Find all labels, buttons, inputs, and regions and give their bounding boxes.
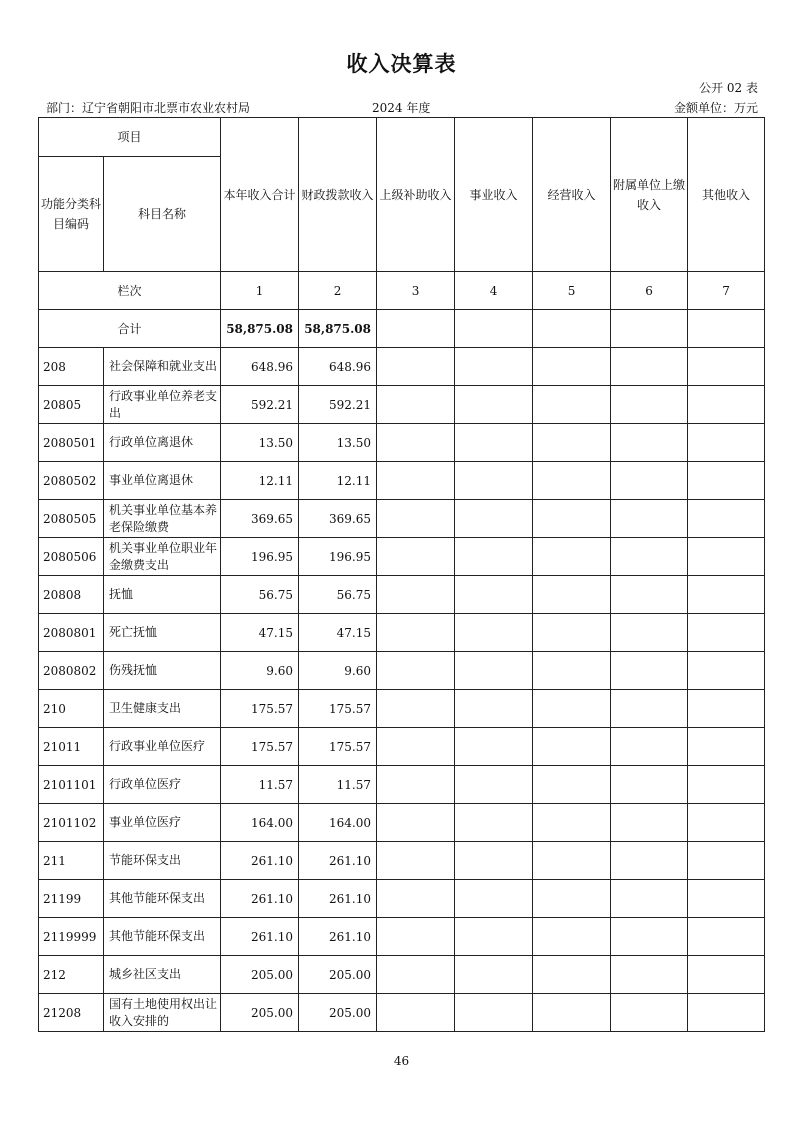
income-table (38, 117, 765, 1032)
form-number: 公开 02 表 (699, 81, 758, 95)
fiscal-income: 11.57 (299, 766, 377, 804)
table-row (39, 538, 765, 576)
table-row (39, 994, 765, 1032)
subject-name: 机关事业单位基本养老保险缴费 (104, 500, 221, 538)
empty-cell (688, 348, 765, 386)
empty-cell (688, 690, 765, 728)
empty-cell (533, 766, 611, 804)
empty-cell (455, 614, 533, 652)
empty-cell (377, 804, 455, 842)
header-func-code: 功能分类科目编码 (39, 157, 104, 272)
subject-code: 2119999 (39, 918, 104, 956)
total-income: 196.95 (221, 538, 299, 576)
empty-cell (455, 880, 533, 918)
header-col-1: 本年收入合计 (221, 118, 299, 272)
empty-cell (455, 994, 533, 1032)
table-row (39, 348, 765, 386)
empty-cell (377, 614, 455, 652)
subject-code: 208 (39, 348, 104, 386)
empty-cell (377, 956, 455, 994)
subject-code: 210 (39, 690, 104, 728)
empty-cell (611, 576, 688, 614)
empty-cell (455, 462, 533, 500)
subject-name: 抚恤 (104, 576, 221, 614)
table-row (39, 500, 765, 538)
empty-cell (611, 918, 688, 956)
empty-cell (611, 804, 688, 842)
total-income: 164.00 (221, 804, 299, 842)
empty-cell (455, 918, 533, 956)
table-row (39, 462, 765, 500)
empty-cell (533, 538, 611, 576)
total-income: 12.11 (221, 462, 299, 500)
fiscal-income: 12.11 (299, 462, 377, 500)
subject-code: 2080501 (39, 424, 104, 462)
empty-cell (455, 956, 533, 994)
empty-cell (611, 424, 688, 462)
total-income: 205.00 (221, 956, 299, 994)
header-col-2: 财政拨款收入 (299, 118, 377, 272)
empty-cell (688, 804, 765, 842)
empty-cell (455, 842, 533, 880)
empty-cell (455, 652, 533, 690)
total-income: 261.10 (221, 880, 299, 918)
year-label: 2024 年度 (372, 101, 431, 115)
empty-cell (688, 462, 765, 500)
column-no: 1 (221, 272, 299, 310)
subject-name: 事业单位医疗 (104, 804, 221, 842)
fiscal-income: 9.60 (299, 652, 377, 690)
empty-cell (533, 956, 611, 994)
empty-cell (688, 500, 765, 538)
empty-cell (455, 500, 533, 538)
header-col-4: 事业收入 (455, 118, 533, 272)
fiscal-income: 164.00 (299, 804, 377, 842)
empty-cell (611, 538, 688, 576)
empty-cell (455, 386, 533, 424)
column-no: 7 (688, 272, 765, 310)
subject-name: 死亡抚恤 (104, 614, 221, 652)
fiscal-income: 648.96 (299, 348, 377, 386)
table-row (39, 386, 765, 424)
empty-cell (688, 614, 765, 652)
empty-cell (455, 576, 533, 614)
column-no-label: 栏次 (39, 272, 221, 310)
total-income: 13.50 (221, 424, 299, 462)
empty-cell (688, 424, 765, 462)
empty-cell (533, 804, 611, 842)
table-row (39, 918, 765, 956)
empty-cell (377, 348, 455, 386)
empty-cell (611, 652, 688, 690)
total-income: 9.60 (221, 652, 299, 690)
fiscal-income: 175.57 (299, 728, 377, 766)
table-row (39, 766, 765, 804)
subject-code: 2080802 (39, 652, 104, 690)
empty-cell (533, 880, 611, 918)
empty-cell (377, 538, 455, 576)
total-income: 261.10 (221, 918, 299, 956)
total-income: 47.15 (221, 614, 299, 652)
empty-cell (455, 348, 533, 386)
empty-cell (688, 918, 765, 956)
empty-cell (533, 500, 611, 538)
empty-cell (611, 348, 688, 386)
empty-cell (688, 956, 765, 994)
unit-label: 金额单位：万元 (673, 101, 758, 115)
subject-code: 2080801 (39, 614, 104, 652)
subject-code: 2101101 (39, 766, 104, 804)
fiscal-income: 205.00 (299, 956, 377, 994)
empty-cell (611, 614, 688, 652)
total-income: 175.57 (221, 728, 299, 766)
subject-name: 其他节能环保支出 (104, 880, 221, 918)
empty-cell (377, 500, 455, 538)
subject-code: 2080502 (39, 462, 104, 500)
header-col-7: 其他收入 (688, 118, 765, 272)
table-row (39, 424, 765, 462)
fiscal-income: 369.65 (299, 500, 377, 538)
table-row (39, 728, 765, 766)
empty-cell (377, 424, 455, 462)
subject-name: 城乡社区支出 (104, 956, 221, 994)
empty-cell (688, 386, 765, 424)
subject-code: 21208 (39, 994, 104, 1032)
empty-cell (688, 842, 765, 880)
subject-code: 2080505 (39, 500, 104, 538)
total-row (39, 310, 765, 348)
page-number: 46 (393, 1054, 410, 1068)
total-income: 592.21 (221, 386, 299, 424)
table-row (39, 690, 765, 728)
empty-cell (533, 652, 611, 690)
header-col-6: 附属单位上缴收入 (611, 118, 688, 272)
empty-cell (533, 994, 611, 1032)
subject-code: 20808 (39, 576, 104, 614)
subject-name: 机关事业单位职业年金缴费支出 (104, 538, 221, 576)
empty-cell (455, 728, 533, 766)
empty-cell (611, 386, 688, 424)
empty-cell (611, 766, 688, 804)
fiscal-income: 592.21 (299, 386, 377, 424)
subject-name: 行政事业单位养老支出 (104, 386, 221, 424)
subject-name: 事业单位离退休 (104, 462, 221, 500)
empty-cell (377, 576, 455, 614)
empty-cell (611, 690, 688, 728)
empty-cell (688, 538, 765, 576)
empty-cell (377, 880, 455, 918)
total-label: 合计 (39, 310, 221, 348)
empty-cell (611, 842, 688, 880)
total-income: 261.10 (221, 842, 299, 880)
total-fiscal: 58,875.08 (299, 310, 377, 348)
empty-cell (377, 462, 455, 500)
header-subject-name: 科目名称 (104, 157, 221, 272)
fiscal-income: 56.75 (299, 576, 377, 614)
fiscal-income: 13.50 (299, 424, 377, 462)
total-income: 175.57 (221, 690, 299, 728)
subject-name: 节能环保支出 (104, 842, 221, 880)
subject-name: 行政单位医疗 (104, 766, 221, 804)
subject-name: 其他节能环保支出 (104, 918, 221, 956)
subject-name: 卫生健康支出 (104, 690, 221, 728)
total-income: 11.57 (221, 766, 299, 804)
subject-code: 21199 (39, 880, 104, 918)
empty-cell (455, 424, 533, 462)
table-row (39, 652, 765, 690)
fiscal-income: 261.10 (299, 842, 377, 880)
empty-cell (611, 994, 688, 1032)
empty-cell (377, 652, 455, 690)
subject-name: 行政单位离退休 (104, 424, 221, 462)
subject-name: 社会保障和就业支出 (104, 348, 221, 386)
header-col-5: 经营收入 (533, 118, 611, 272)
total-income: 205.00 (221, 994, 299, 1032)
fiscal-income: 175.57 (299, 690, 377, 728)
empty-cell (611, 500, 688, 538)
empty-cell (533, 424, 611, 462)
table-row (39, 576, 765, 614)
empty-cell (688, 576, 765, 614)
fiscal-income: 47.15 (299, 614, 377, 652)
subject-code: 212 (39, 956, 104, 994)
table-row (39, 842, 765, 880)
empty-cell (377, 386, 455, 424)
column-no: 5 (533, 272, 611, 310)
empty-cell (611, 956, 688, 994)
page-title: 收入决算表 (346, 52, 457, 76)
empty-cell (688, 766, 765, 804)
empty-cell (377, 766, 455, 804)
empty-cell (533, 386, 611, 424)
table-row (39, 804, 765, 842)
total-income: 56.75 (221, 576, 299, 614)
header-col-3: 上级补助收入 (377, 118, 455, 272)
subject-code: 2080506 (39, 538, 104, 576)
column-no: 2 (299, 272, 377, 310)
table-row (39, 614, 765, 652)
empty-cell (533, 576, 611, 614)
subject-code: 2101102 (39, 804, 104, 842)
fiscal-income: 205.00 (299, 994, 377, 1032)
table-row (39, 880, 765, 918)
empty-cell (377, 690, 455, 728)
empty-cell (377, 842, 455, 880)
empty-cell (688, 728, 765, 766)
column-no: 4 (455, 272, 533, 310)
empty-cell (611, 728, 688, 766)
department-label: 部门：辽宁省朝阳市北票市农业农村局 (46, 101, 251, 115)
table-row (39, 956, 765, 994)
column-no: 3 (377, 272, 455, 310)
total-income: 648.96 (221, 348, 299, 386)
subject-code: 20805 (39, 386, 104, 424)
empty-cell (533, 690, 611, 728)
empty-cell (533, 728, 611, 766)
empty-cell (688, 994, 765, 1032)
empty-cell (533, 348, 611, 386)
empty-cell (455, 804, 533, 842)
empty-cell (455, 538, 533, 576)
empty-cell (611, 462, 688, 500)
total-income: 369.65 (221, 500, 299, 538)
empty-cell (533, 462, 611, 500)
empty-cell (688, 880, 765, 918)
subject-name: 行政事业单位医疗 (104, 728, 221, 766)
empty-cell (533, 918, 611, 956)
header-item: 项目 (39, 118, 221, 157)
empty-cell (377, 918, 455, 956)
subject-code: 211 (39, 842, 104, 880)
empty-cell (533, 842, 611, 880)
empty-cell (377, 728, 455, 766)
empty-cell (377, 994, 455, 1032)
subject-code: 21011 (39, 728, 104, 766)
column-no: 6 (611, 272, 688, 310)
empty-cell (688, 652, 765, 690)
total-amount: 58,875.08 (221, 310, 299, 348)
subject-name: 国有土地使用权出让收入安排的 (104, 994, 221, 1032)
fiscal-income: 261.10 (299, 918, 377, 956)
empty-cell (455, 766, 533, 804)
fiscal-income: 196.95 (299, 538, 377, 576)
subject-name: 伤残抚恤 (104, 652, 221, 690)
empty-cell (533, 614, 611, 652)
empty-cell (611, 880, 688, 918)
empty-cell (455, 690, 533, 728)
fiscal-income: 261.10 (299, 880, 377, 918)
